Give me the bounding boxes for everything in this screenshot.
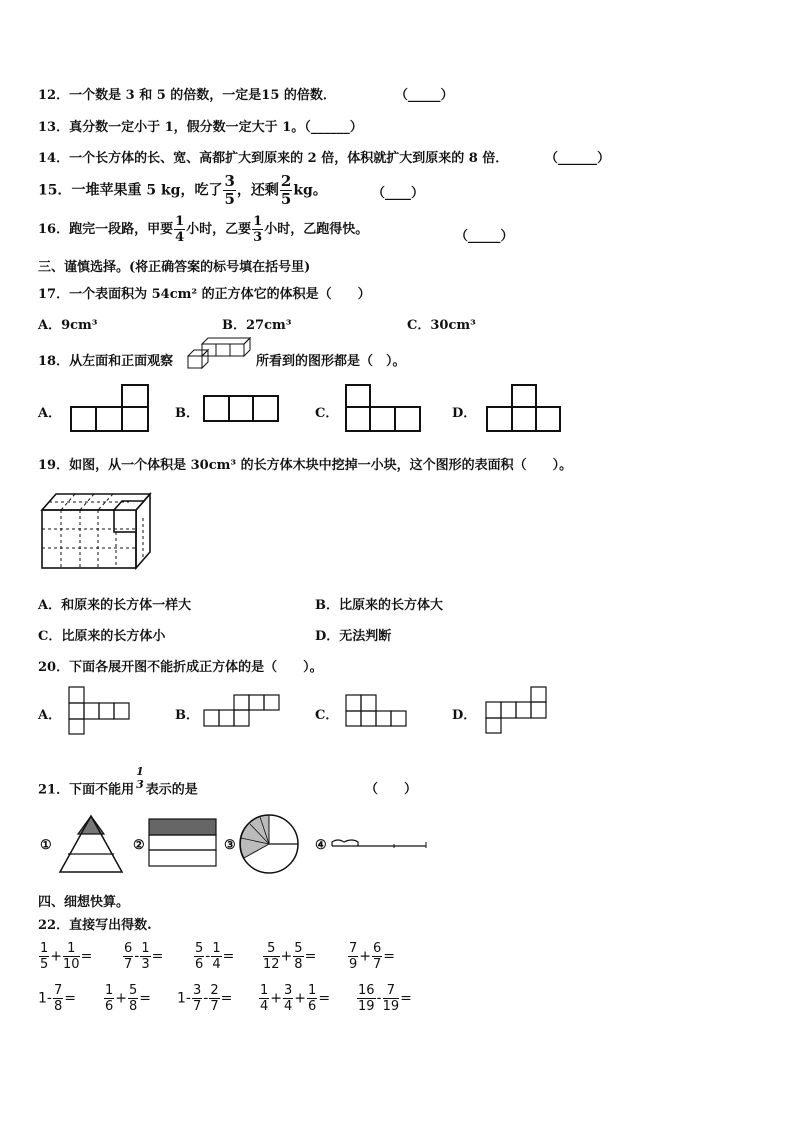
q17-option-c[interactable]: C．30cm³ bbox=[407, 318, 476, 333]
calc-item: $\frac{1}{5}$ + $\frac{1}{10}$ = bbox=[40, 941, 93, 972]
q21-line-figure bbox=[330, 836, 428, 852]
q19-block-figure bbox=[38, 488, 152, 574]
q20-option-c[interactable]: C． bbox=[315, 708, 339, 723]
q21-triangle-figure bbox=[58, 814, 124, 874]
q16-answer-blank[interactable]: （_____） bbox=[455, 229, 514, 244]
calc-item: $\frac{1}{6}$ + $\frac{5}{8}$ = bbox=[105, 983, 152, 1014]
calc-item: 1- $\frac{7}{8}$ = bbox=[38, 983, 76, 1014]
calc-item: $\frac{7}{9}$ + $\frac{6}{7}$ = bbox=[349, 941, 396, 972]
q21-option-2[interactable]: ② bbox=[133, 838, 145, 853]
calc-item: $\frac{5}{12}$ + $\frac{5}{8}$ = bbox=[263, 941, 317, 972]
q19-option-c[interactable]: C．比原来的长方体小 bbox=[38, 629, 166, 644]
q17-text: 17．一个表面积为 54cm² 的正方体它的体积是（ ） bbox=[38, 287, 371, 302]
q18-shape-d bbox=[486, 384, 562, 432]
q20-net-d bbox=[485, 686, 551, 736]
q18-shape-b bbox=[203, 395, 279, 423]
q20-net-c bbox=[345, 694, 409, 728]
q19-option-b[interactable]: B．比原来的长方体大 bbox=[315, 598, 443, 613]
q15-answer-blank[interactable]: （____） bbox=[372, 186, 425, 201]
q18-cube-figure bbox=[188, 338, 250, 370]
q17-option-a[interactable]: A．9cm³ bbox=[38, 318, 98, 333]
q19-option-a[interactable]: A．和原来的长方体一样大 bbox=[38, 598, 192, 613]
q18-option-d[interactable]: D． bbox=[452, 406, 477, 421]
q18-shape-c bbox=[345, 384, 421, 432]
q14-answer-blank[interactable]: （______） bbox=[545, 151, 611, 166]
q18-option-b[interactable]: B． bbox=[175, 406, 199, 421]
q20-net-a bbox=[68, 686, 132, 736]
q21-option-1[interactable]: ① bbox=[40, 838, 52, 853]
q20-option-b[interactable]: B． bbox=[175, 708, 199, 723]
q21-answer-blank[interactable]: （ ） bbox=[365, 782, 418, 797]
q21-option-4[interactable]: ④ bbox=[315, 838, 327, 853]
calc-item: 1- $\frac{3}{7}$ - $\frac{2}{7}$ = bbox=[177, 983, 233, 1014]
calc-item: $\frac{1}{4}$ + $\frac{3}{4}$ + $\frac{1}{6}$ = bbox=[260, 983, 331, 1014]
q14-text: 14．一个长方体的长、宽、高都扩大到原来的 2 倍，体积就扩大到原来的 8 倍． bbox=[38, 151, 509, 166]
q19-text: 19．如图，从一个体积是 30cm³ 的长方体木块中挖掉一小块，这个图形的表面积（ ）。 bbox=[38, 458, 573, 473]
q18-text: 18．从左面和正面观察 bbox=[38, 354, 174, 369]
q20-net-b bbox=[203, 694, 281, 728]
q18-shape-a bbox=[70, 384, 150, 432]
q12-answer-blank[interactable]: （_____） bbox=[395, 88, 454, 103]
q21-rectangle-figure bbox=[148, 818, 218, 868]
calc-item: $\frac{5}{6}$ - $\frac{1}{4}$ = bbox=[195, 941, 235, 972]
q18-text-end: 所看到的图形都是（ ）。 bbox=[256, 354, 406, 369]
q16-text: 16．跑完一段路，甲要 $\frac{1}{4}$ 小时，乙要 $\frac{1}{3}$ 小时，乙跑得快。 bbox=[38, 214, 369, 245]
calc-item: $\frac{6}{7}$ - $\frac{1}{3}$ = bbox=[124, 941, 164, 972]
q20-text: 20．下面各展开图不能折成正方体的是（ ）。 bbox=[38, 660, 323, 675]
q19-option-d[interactable]: D．无法判断 bbox=[315, 629, 392, 644]
section-4-heading: 四、细想快算。 bbox=[38, 895, 130, 910]
q21-text: 21．下面不能用 1 3 表示的是 bbox=[38, 765, 198, 798]
q15-text: 15．一堆苹果重 5 kg，吃了 $\frac{3}{5}$ ，还剩 $\frac{2}{5}$ kg。 bbox=[38, 172, 327, 208]
q20-option-d[interactable]: D． bbox=[452, 708, 477, 723]
q17-option-b[interactable]: B．27cm³ bbox=[222, 318, 292, 333]
section-3-heading: 三、谨慎选择。(将正确答案的标号填在括号里) bbox=[38, 260, 311, 275]
calc-item: $\frac{16}{19}$ - $\frac{7}{19}$ = bbox=[358, 983, 412, 1014]
q21-circle-figure bbox=[238, 814, 300, 874]
q18-option-a[interactable]: A． bbox=[38, 406, 62, 421]
q13-text: 13．真分数一定小于 1，假分数一定大于 1。（______） bbox=[38, 120, 363, 135]
q12-text: 12．一个数是 3 和 5 的倍数，一定是15 的倍数． bbox=[38, 88, 336, 103]
q21-option-3[interactable]: ③ bbox=[224, 838, 236, 853]
q18-option-c[interactable]: C． bbox=[315, 406, 339, 421]
q20-option-a[interactable]: A． bbox=[38, 708, 62, 723]
q22-text: 22．直接写出得数. bbox=[38, 918, 152, 933]
